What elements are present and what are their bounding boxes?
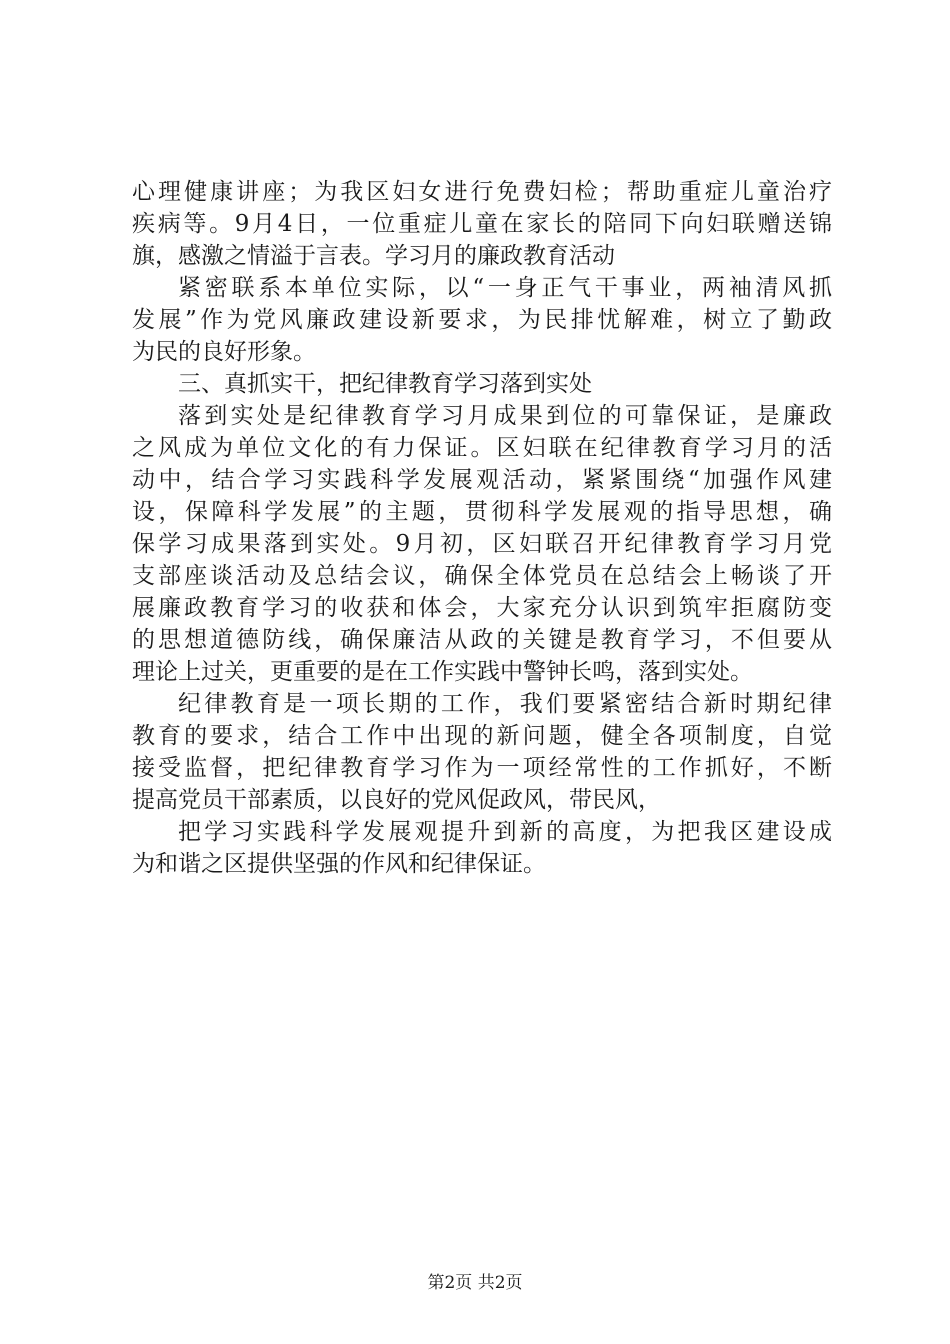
text-line: 落到实处是纪律教育学习月成果到位的可靠保证，是廉政	[178, 403, 832, 429]
text-line: 疾病等。9月4日，一位重症儿童在家长的陪同下向妇联赠送锦	[132, 211, 832, 237]
document-body	[132, 176, 832, 880]
text-line: 把学习实践科学发展观提升到新的高度，为把我区建设成	[178, 819, 832, 845]
text-line: 设，保障科学发展”的主题，贯彻科学发展观的指导思想，确	[132, 499, 832, 525]
paragraph	[132, 816, 832, 880]
paragraph	[132, 400, 832, 688]
text-line: 支部座谈活动及总结会议，确保全体党员在总结会上畅谈了开	[132, 563, 832, 589]
text-line: 提高党员干部素质，以良好的党风促政风，带民风，	[132, 787, 661, 813]
text-line: 动中，结合学习实践科学发展观活动，紧紧围绕“加强作风建	[132, 467, 832, 493]
text-line: 纪律教育是一项长期的工作，我们要紧密结合新时期纪律	[178, 691, 832, 717]
text-line: 的思想道德防线，确保廉洁从政的关键是教育学习，不但要从	[132, 627, 832, 653]
text-line: 紧密联系本单位实际，以“一身正气干事业，两袖清风抓	[178, 275, 832, 301]
text-line: 接受监督，把纪律教育学习作为一项经常性的工作抓好，不断	[132, 755, 832, 781]
text-line: 为和谐之区提供坚强的作风和纪律保证。	[132, 851, 546, 877]
text-line: 为民的良好形象。	[132, 339, 316, 365]
paragraph	[132, 272, 832, 368]
text-line: 发展”作为党风廉政建设新要求，为民排忧解难，树立了勤政	[132, 307, 832, 333]
section-heading	[132, 368, 832, 400]
heading-line: 三、真抓实干，把纪律教育学习落到实处	[178, 371, 592, 397]
text-line: 旗，感激之情溢于言表。学习月的廉政教育活动	[132, 243, 615, 269]
text-line: 保学习成果落到实处。9月初，区妇联召开纪律教育学习月党	[132, 531, 832, 557]
text-line: 教育的要求，结合工作中出现的新问题，健全各项制度，自觉	[132, 723, 832, 749]
text-line: 展廉政教育学习的收获和体会，大家充分认识到筑牢拒腐防变	[132, 595, 832, 621]
text-line: 之风成为单位文化的有力保证。区妇联在纪律教育学习月的活	[132, 435, 832, 461]
text-line: 心理健康讲座；为我区妇女进行免费妇检；帮助重症儿童治疗	[132, 179, 832, 205]
paragraph	[132, 688, 832, 816]
page-number-footer: 第2页 共2页	[427, 1273, 523, 1293]
paragraph	[132, 176, 832, 272]
text-line: 理论上过关，更重要的是在工作实践中警钟长鸣，落到实处。	[132, 659, 753, 685]
